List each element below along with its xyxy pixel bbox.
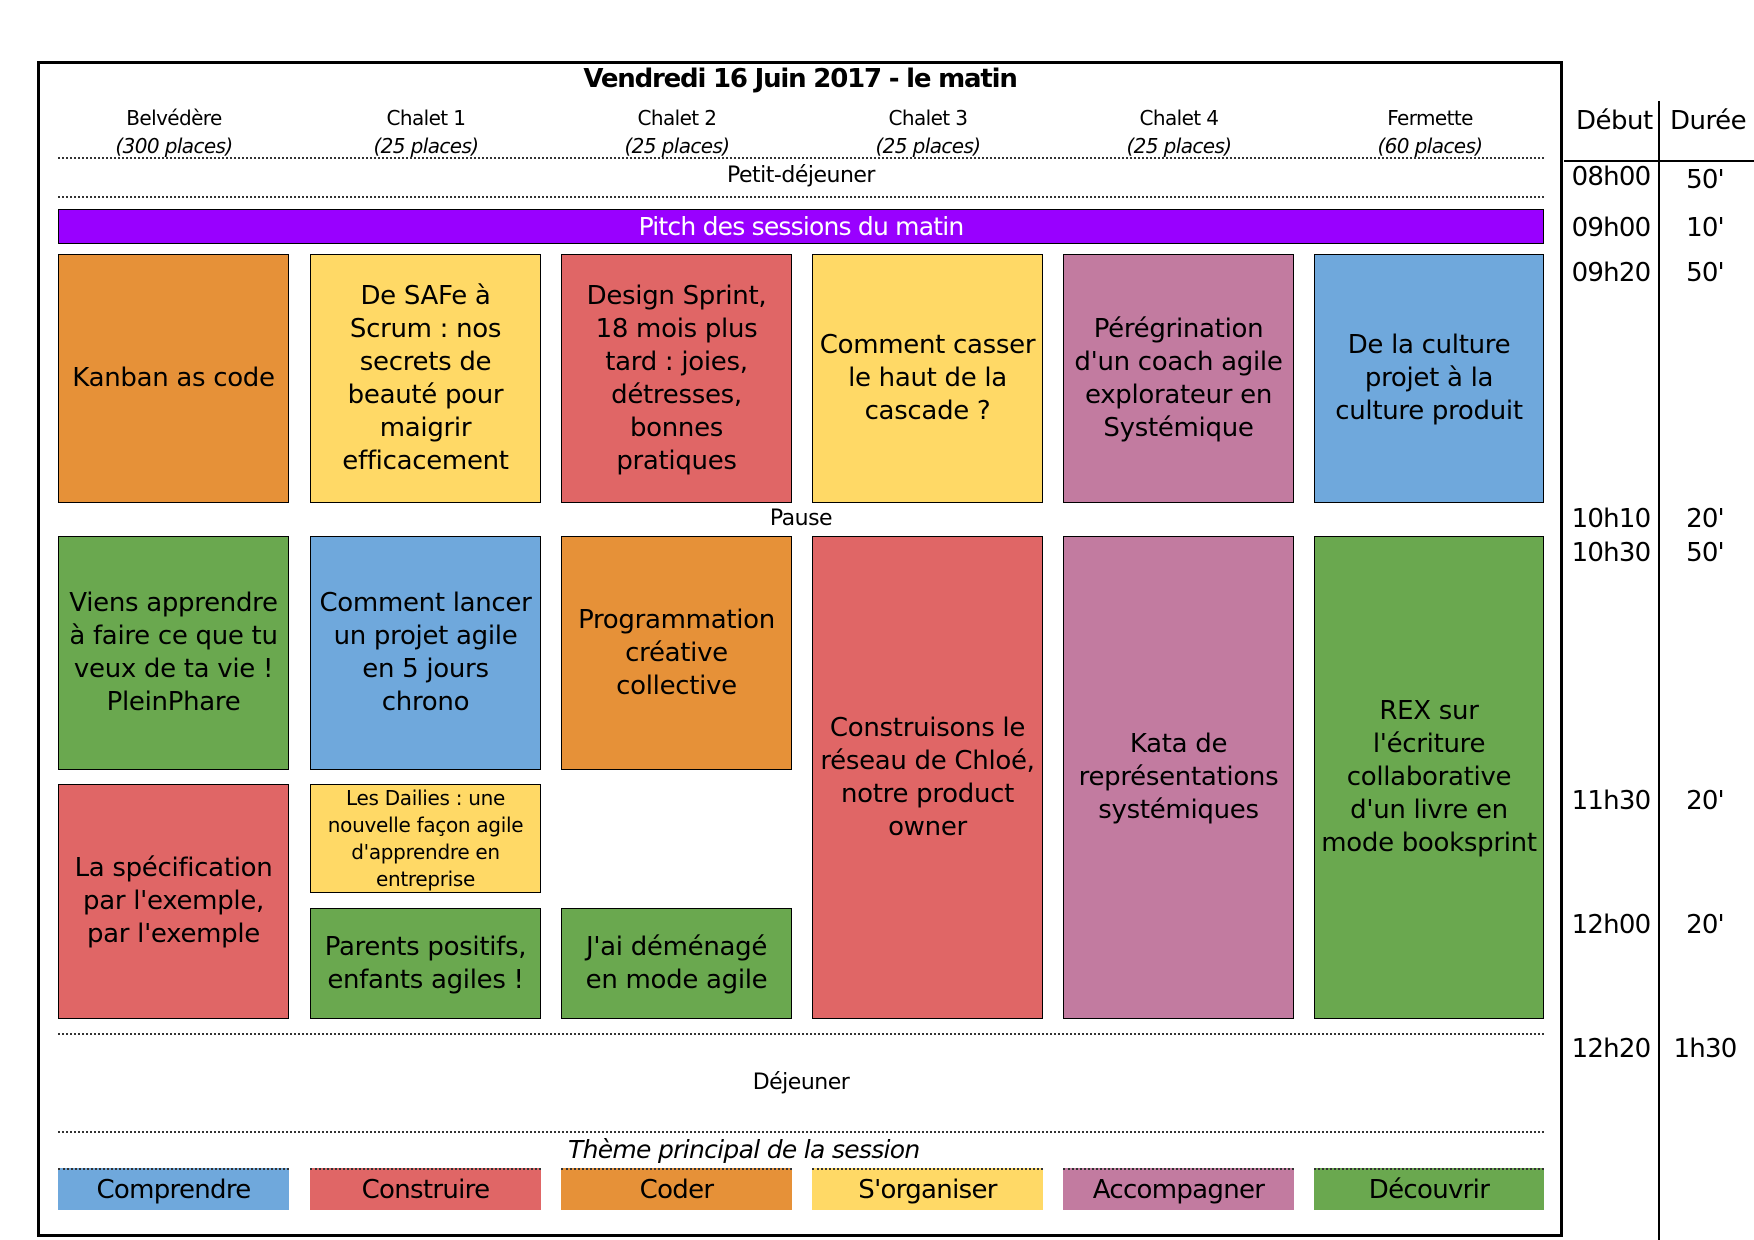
session-card[interactable]: Les Dailies : une nouvelle façon agile d'apprendre en entreprise: [310, 784, 541, 893]
legend-title: Thème principal de la session: [568, 1135, 920, 1164]
room-name: Chalet 1: [386, 106, 466, 130]
session-card[interactable]: De la culture projet à la culture produit: [1314, 254, 1544, 503]
room-name: Chalet 3: [888, 106, 968, 130]
room-capacity: (60 places): [1377, 134, 1483, 158]
legend-item: Comprendre: [58, 1168, 289, 1210]
divider-dotted: [58, 1033, 1544, 1035]
start-time: 12h20: [1571, 1034, 1651, 1064]
start-time: 08h00: [1571, 162, 1651, 192]
room-capacity: (25 places): [1126, 134, 1232, 158]
start-time: 12h00: [1571, 910, 1651, 940]
room-capacity: (300 places): [115, 134, 233, 158]
room-header: [1064, 104, 1294, 160]
start-header: Début: [1576, 106, 1653, 136]
legend-item: Construire: [310, 1168, 541, 1210]
room-header: [1315, 104, 1545, 160]
duration: 20': [1686, 504, 1724, 534]
session-card[interactable]: Design Sprint, 18 mois plus tard : joies, détresses, bonnes pratiques: [561, 254, 792, 503]
session-card[interactable]: Kata de représentations systémiques: [1063, 536, 1294, 1019]
duration: 20': [1686, 786, 1724, 816]
duration: 50': [1686, 258, 1724, 288]
session-card[interactable]: Comment casser le haut de la cascade ?: [812, 254, 1043, 503]
session-card[interactable]: Viens apprendre à faire ce que tu veux de ta vie ! PleinPhare: [58, 536, 289, 770]
session-card[interactable]: La spécification par l'exemple, par l'exemple: [58, 784, 289, 1019]
duration: 10': [1686, 213, 1724, 243]
session-card[interactable]: Construisons le réseau de Chloé, notre product owner: [812, 536, 1043, 1019]
pitch-bar: Pitch des sessions du matin: [58, 209, 1544, 244]
legend-item: Accompagner: [1063, 1168, 1294, 1210]
session-card[interactable]: Comment lancer un projet agile en 5 jours chrono: [310, 536, 541, 770]
room-name: Belvédère: [126, 106, 222, 130]
session-card[interactable]: Parents positifs, enfants agiles !: [310, 908, 541, 1019]
start-time: 10h30: [1571, 538, 1651, 568]
divider-dotted: [58, 196, 1544, 198]
start-time: 11h30: [1571, 786, 1651, 816]
page-title: Vendredi 16 Juin 2017 - le matin: [583, 64, 1017, 94]
room-header: [59, 104, 289, 160]
divider-dotted: [58, 1131, 1544, 1133]
duration: 50': [1686, 538, 1724, 568]
room-name: Chalet 4: [1139, 106, 1219, 130]
session-card[interactable]: J'ai déménagé en mode agile: [561, 908, 792, 1019]
room-name: Chalet 2: [637, 106, 717, 130]
duration-header: Durée: [1670, 106, 1747, 136]
room-capacity: (25 places): [624, 134, 730, 158]
room-name: Fermette: [1387, 106, 1473, 130]
duration: 50': [1686, 165, 1724, 195]
divider-dotted: [58, 157, 1544, 159]
duration: 1h30: [1673, 1034, 1737, 1064]
pause-label: Pause: [769, 506, 833, 531]
session-card[interactable]: REX sur l'écriture collaborative d'un livre en mode booksprint: [1314, 536, 1544, 1019]
start-time: 09h20: [1571, 258, 1651, 288]
session-card[interactable]: De SAFe à Scrum : nos secrets de beauté pour maigrir efficacement: [310, 254, 541, 503]
room-header: [311, 104, 541, 160]
session-card[interactable]: Pérégrination d'un coach agile explorateur en Systémique: [1063, 254, 1294, 503]
lunch-label: Déjeuner: [752, 1070, 850, 1095]
room-capacity: (25 places): [373, 134, 479, 158]
legend-item: Découvrir: [1314, 1168, 1544, 1210]
start-time: 10h10: [1571, 504, 1651, 534]
session-card[interactable]: Kanban as code: [58, 254, 289, 503]
session-card[interactable]: Programmation créative collective: [561, 536, 792, 770]
breakfast-label: Petit-déjeuner: [727, 163, 875, 188]
room-header: [813, 104, 1043, 160]
legend-item: Coder: [561, 1168, 792, 1210]
room-capacity: (25 places): [875, 134, 981, 158]
duration: 20': [1686, 910, 1724, 940]
legend-item: S'organiser: [812, 1168, 1043, 1210]
start-time: 09h00: [1571, 213, 1651, 243]
room-header: [562, 104, 792, 160]
